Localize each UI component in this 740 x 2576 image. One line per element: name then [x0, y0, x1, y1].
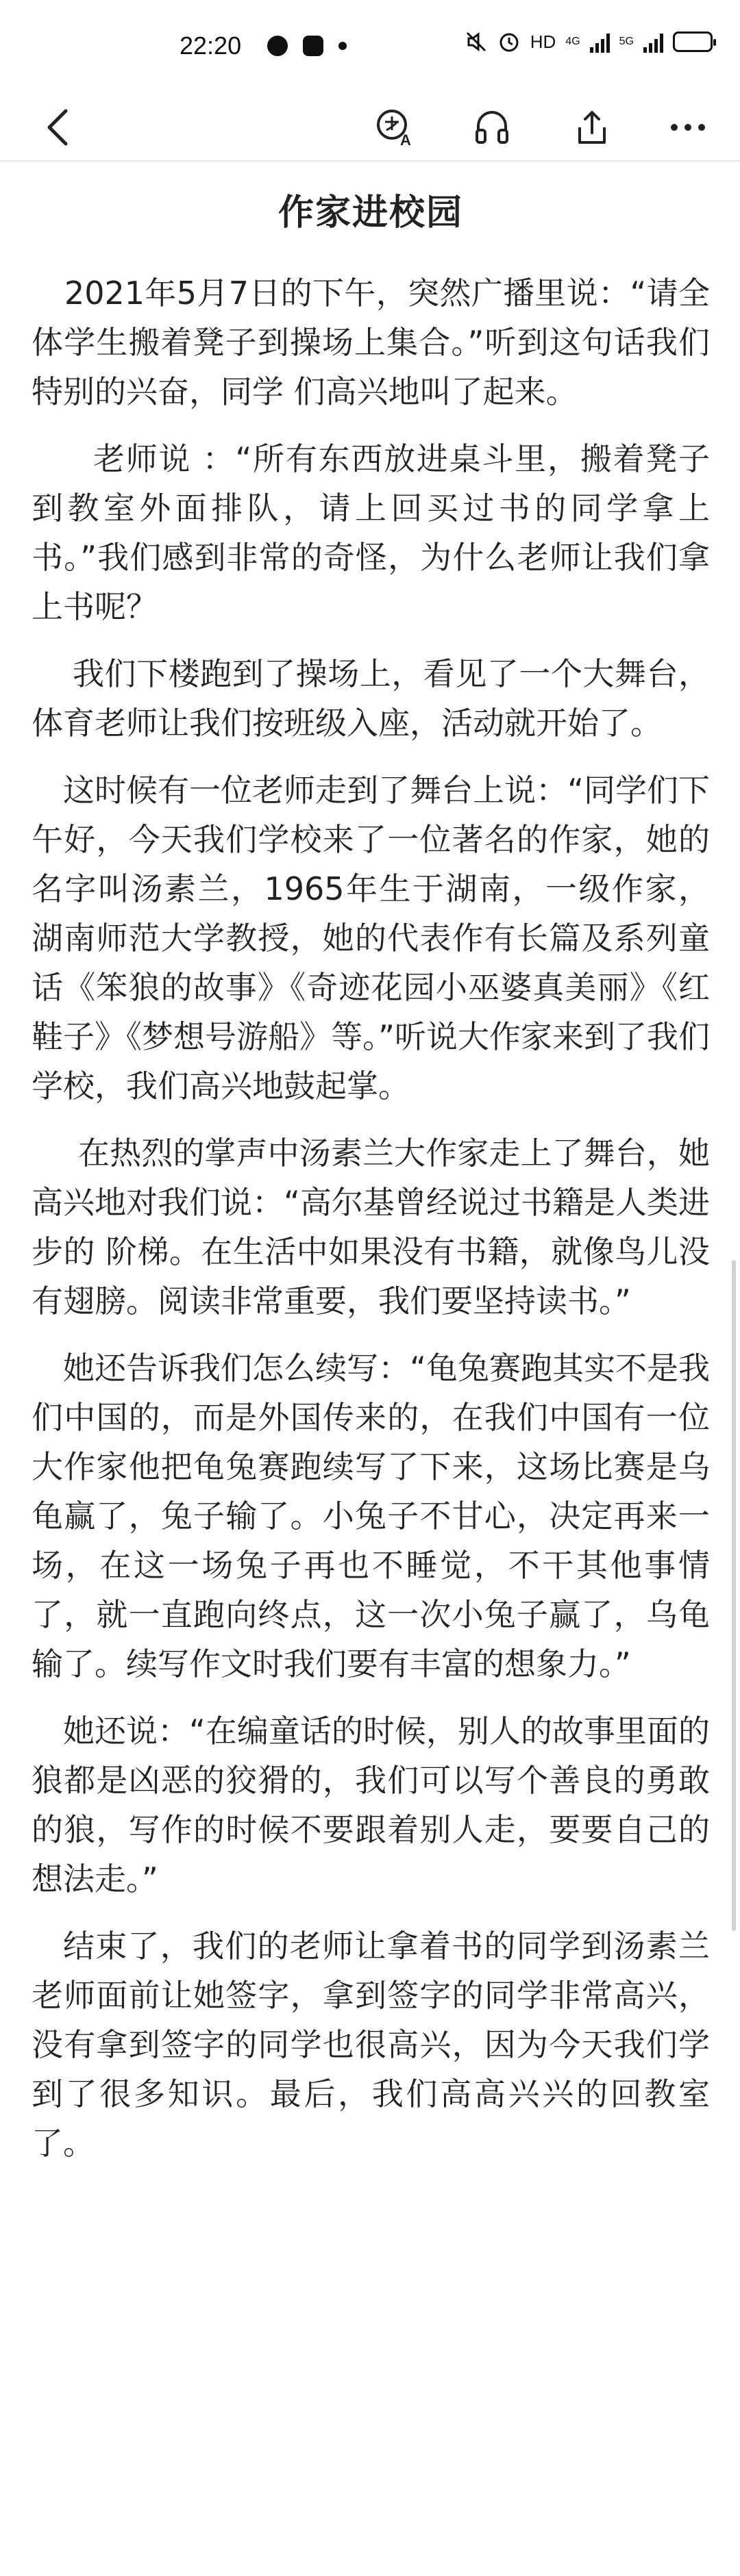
system-icons — [465, 30, 713, 53]
headphones-icon[interactable] — [467, 103, 517, 152]
more-icon[interactable] — [663, 103, 713, 152]
article-title: 作家进校园 — [278, 192, 463, 233]
status-bar — [0, 0, 740, 94]
back-arrow-icon[interactable] — [33, 103, 82, 152]
status-time: 22:20 — [180, 31, 242, 60]
more-notifications-icon — [338, 42, 347, 50]
signal-4g-icon — [590, 31, 610, 53]
article-body — [32, 185, 710, 2186]
battery-icon — [673, 31, 713, 52]
signal-4g-label: 4G — [565, 36, 580, 47]
notification-icons — [267, 36, 347, 56]
article-paragraph: 在热烈的掌声中汤素兰大作家走上了舞台，她高兴地对我们说：“高尔基曾经说过书籍是人类进步的 阶梯。在生活中如果没有书籍，就像鸟儿没有翅膀。阅读非常重要，我们要坚持读书。” — [32, 1135, 710, 1319]
signal-5g-icon — [643, 31, 663, 53]
mute-icon — [465, 30, 488, 53]
article-paragraph: 结束了，我们的老师让拿着书的同学到汤素兰老师面前让她签字，拿到签字的同学非常高兴，没有拿到签字的同学也很高兴，因为今天我们学到了很多知识。最后，我们高高兴兴的回教室了。 — [32, 1928, 710, 2162]
article-paragraph: 2021年5月7日的下午，突然广播里说：“请全体学生搬着凳子到操场上集合。”听到这句话我们特别的兴奋，同学 们高兴地叫了起来。 — [32, 275, 710, 410]
reader-toolbar — [0, 94, 740, 160]
article-paragraph: 这时候有一位老师走到了舞台上说：“同学们下午好，今天我们学校来了一位著名的作家，她的名字叫汤素兰，1965年生于湖南，一级作家，湖南师范大学教授，她的代表作有长篇及系列童话《笨狼的故事》《奇迹花园小巫婆真美丽》《红鞋子》《梦想号游船》等。”听说大作家来到了我们学校，我们高兴地鼓起掌。 — [32, 772, 710, 1104]
share-icon[interactable] — [567, 103, 617, 152]
article-paragraph: 我们下楼跑到了操场上，看见了一个大舞台，体育老师让我们按班级入座，活动就开始了。 — [32, 655, 710, 742]
translate-icon[interactable] — [370, 103, 419, 152]
article-paragraph: 她还告诉我们怎么续写：“龟兔赛跑其实不是我们中国的，而是外国传来的，在我们中国有一位大作家他把龟兔赛跑续写了下来，这场比赛是乌龟赢了，兔子输了。小兔子不甘心，决定再来一场，在这一场兔子再也不睡觉，不干其他事情了，就一直跑向终点，这一次小兔子赢了，乌龟输了。续写作文时我们要有丰富的想象力。” — [32, 1350, 710, 1682]
article-paragraph: 她还说：“在编童话的时候，别人的故事里面的狼都是凶恶的狡猾的，我们可以写个善良的勇敢的狼，写作的时候不要跟着别人走，要要自己的想法走。” — [32, 1713, 710, 1897]
signal-5g-label: 5G — [619, 36, 634, 47]
toolbar-divider — [0, 160, 740, 162]
article-paragraph: 老师说 ：“所有东西放进桌斗里，搬着凳子到教室外面排队，请上回买过书的同学拿上书。”我们感到非常的奇怪，为什么老师让我们拿上书呢？ — [32, 440, 710, 625]
hd-label: HD — [530, 31, 556, 52]
alarm-icon — [497, 30, 521, 53]
svg-text:A: A — [400, 131, 411, 148]
message-notification-icon — [303, 36, 323, 56]
app-notification-icon — [267, 36, 288, 56]
scrollbar[interactable] — [732, 1260, 736, 1931]
